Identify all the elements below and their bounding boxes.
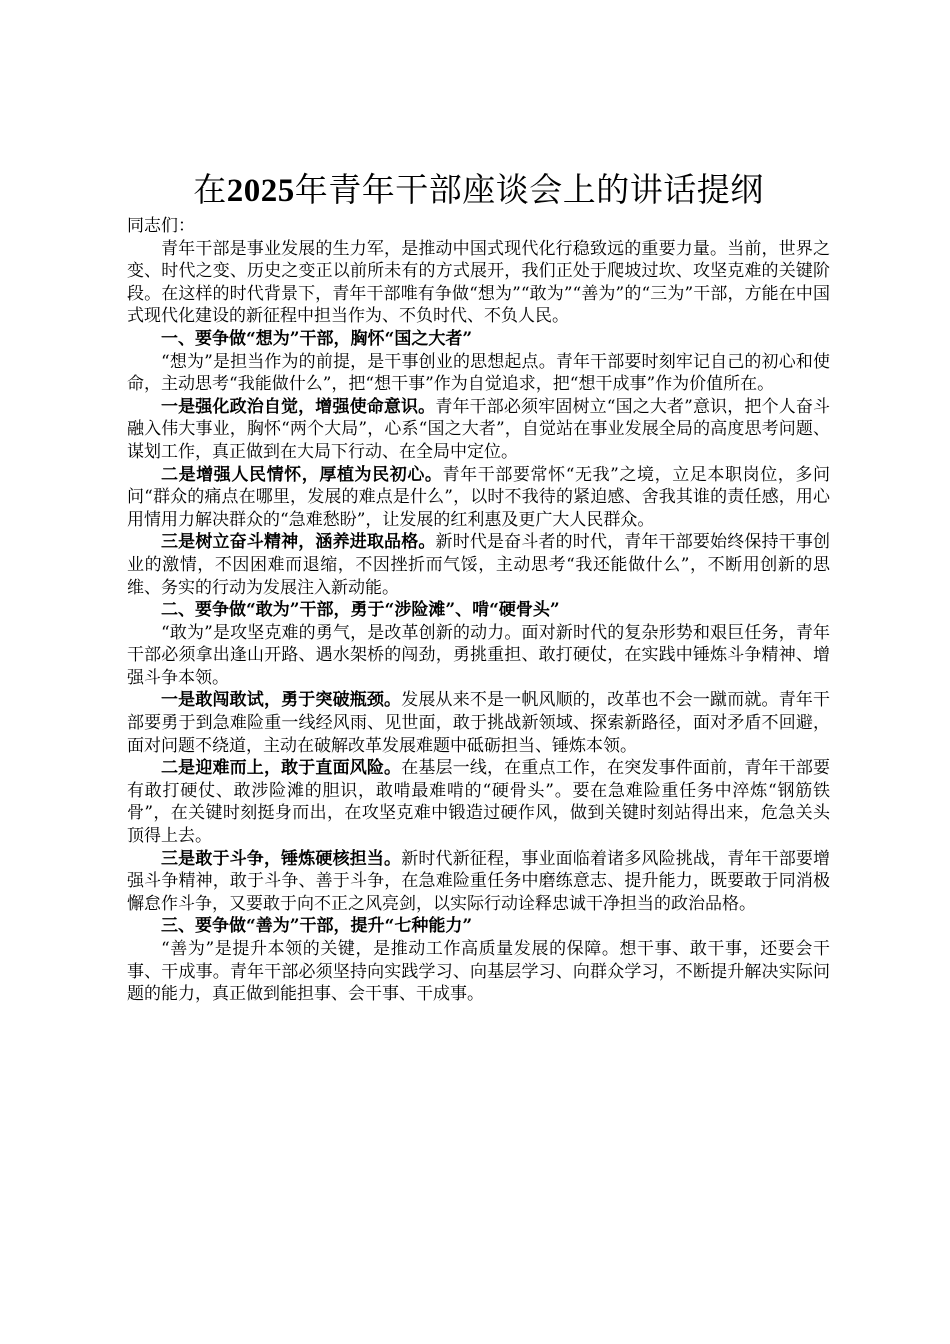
section-heading: 一、要争做“想为”干部，胸怀“国之大者” xyxy=(161,328,473,349)
point-text: 发展从来不是一帆风顺的，改革也不会一蹴而就。青年干部要勇于到急难险重一线经风雨、见世面，敢于挑战新领域、探索新路径，面对矛盾不回避，面对问题不绕道，主动在破解改革发展难题中砥砺担当、锤炼本领。 xyxy=(127,690,831,756)
document-page xyxy=(127,166,830,1006)
point-text: 青年干部要常怀“无我”之境，立足本职岗位，多问问“群众的痛点在哪里，发展的难点是什么”，以时不我待的紧迫感、舍我其谁的责任感，用心用情用力解决群众的“急难愁盼”，让发展的红利惠及更广大人民群众。 xyxy=(127,464,831,530)
title-prefix: 在 xyxy=(193,170,227,209)
point-lead: 二是迎难而上，敢于直面风险。 xyxy=(161,758,402,779)
title-suffix: 年青年干部座谈会上的讲话提纲 xyxy=(294,170,764,209)
title-year: 2025 xyxy=(226,173,295,209)
point-lead: 一是敢闯敢试，勇于突破瓶颈。 xyxy=(161,690,402,711)
point-text: 青年干部必须牢固树立“国之大者”意识，把个人奋斗融入伟大事业，胸怀“两个大局”，心系“国之大者”，自觉站在事业发展全局的高度思考问题、谋划工作，真正做到在大局下行动、在全局中定位。 xyxy=(127,396,831,462)
point-paragraph xyxy=(127,848,830,916)
intro-paragraph: 青年干部是事业发展的生力军，是推动中国式现代化行稳致远的重要力量。当前，世界之变、时代之变、历史之变正以前所未有的方式展开，我们正处于爬坡过坎、攻坚克难的关键阶段。在这样的时代背景下，青年干部唯有争做“想为”“敢为”“善为”的“三为”干部，方能在中国式现代化建设的新征程中担当作为、不负时代、不负人民。 xyxy=(127,238,830,327)
point-paragraph xyxy=(127,757,830,847)
point-paragraph xyxy=(127,531,830,599)
section-intro: “敢为”是攻坚克难的勇气，是改革创新的动力。面对新时代的复杂形势和艰巨任务，青年干部必须拿出逢山开路、遇水架桥的闯劲，勇挑重担、敢打硬仗，在实践中锤炼斗争精神、增强斗争本领。 xyxy=(127,622,830,688)
document-title xyxy=(127,166,830,215)
point-lead: 三是树立奋斗精神，涵养进取品格。 xyxy=(161,532,436,553)
section-intro: “想为”是担当作为的前提，是干事创业的思想起点。青年干部要时刻牢记自己的初心和使命，主动思考“我能做什么”，把“想干事”作为自觉追求，把“想干成事”作为价值所在。 xyxy=(127,351,830,395)
salutation: 同志们： xyxy=(127,216,195,236)
point-paragraph xyxy=(127,464,830,532)
section-heading: 三、要争做“善为”干部，提升“七种能力” xyxy=(161,916,473,937)
section-intro: “善为”是提升本领的关键，是推动工作高质量发展的保障。想干事、敢干事，还要会干事、干成事。青年干部必须坚持向实践学习、向基层学习、向群众学习，不断提升解决实际问题的能力，真正做到能担事、会干事、干成事。 xyxy=(127,939,830,1005)
point-text: 新时代新征程，事业面临着诸多风险挑战，青年干部要增强斗争精神，敢于斗争、善于斗争，在急难险重任务中磨练意志、提升能力，既要敢于同消极懈怠作斗争，又要敢于向不正之风亮剑，以实际行动诠释忠诚干净担当的政治品格。 xyxy=(127,848,831,914)
point-text: 在基层一线，在重点工作，在突发事件面前，青年干部要有敢打硬仗、敢涉险滩的胆识，敢啃最难啃的“硬骨头”。要在急难险重任务中淬炼“钢筋铁骨”，在关键时刻挺身而出，在攻坚克难中锻造过硬作风，做到关键时刻站得出来，危急关头顶得上去。 xyxy=(127,758,831,847)
point-lead: 二是增强人民情怀，厚植为民初心。 xyxy=(161,464,443,485)
section-heading: 二、要争做“敢为”干部，勇于“涉险滩”、啃“硬骨头” xyxy=(161,600,560,621)
point-lead: 三是敢于斗争，锤炼硬核担当。 xyxy=(161,848,402,869)
point-text: 新时代是奋斗者的时代，青年干部要始终保持干事创业的激情，不因困难而退缩，不因挫折而气馁，主动思考“我还能做什么”，不断用创新的思维、务实的行动为发展注入新动能。 xyxy=(127,532,831,598)
point-paragraph xyxy=(127,396,830,464)
point-lead: 一是强化政治自觉，增强使命意识。 xyxy=(161,396,436,417)
point-paragraph xyxy=(127,689,830,757)
